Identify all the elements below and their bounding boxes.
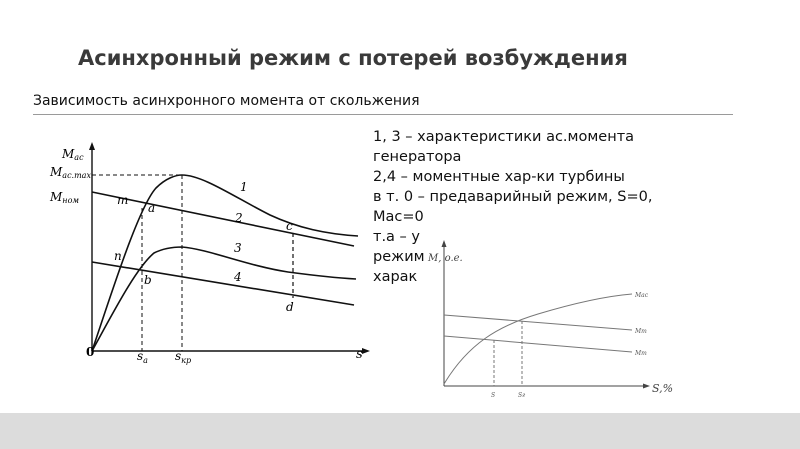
note-line: т.а – у	[373, 229, 420, 245]
note-line: Mac=0	[373, 209, 424, 225]
note-line: харак	[373, 269, 418, 285]
curve-label-2: 2	[235, 211, 243, 225]
torque-slip-diagram	[50, 138, 378, 368]
slide-footer-bar	[0, 413, 800, 449]
mac-max-label: Mас.max	[50, 165, 91, 180]
sg-tick-label: Sг	[518, 392, 526, 399]
y-axis-arrow	[89, 142, 95, 150]
x-axis-arrow	[362, 348, 370, 354]
note-line: 2,4 – моментные хар-ки турбины	[373, 169, 625, 185]
curve-label-1: 1	[240, 180, 248, 194]
slide-title: Асинхронный режим с потерей возбуждения	[78, 46, 628, 70]
origin-label: 0	[86, 345, 95, 359]
x-axis-label: S,%	[652, 382, 674, 395]
mt-lower-label: Mт	[635, 350, 647, 357]
moment-slip-sketch	[428, 234, 690, 406]
point-label-c: c	[286, 219, 293, 233]
y-axis-label: M, o.e.	[428, 253, 463, 264]
skr-label: $s_{кр}$	[175, 349, 192, 365]
curve-1-asynchronous-moment	[92, 175, 358, 351]
s-tick-label: S	[491, 392, 496, 399]
point-label-n: n	[114, 249, 122, 263]
note-line: режим	[373, 249, 425, 265]
curve-label-3: 3	[234, 241, 242, 255]
sa-label: $s_a$	[137, 349, 148, 365]
point-label-b: b	[144, 273, 152, 287]
point-label-m: m	[117, 193, 129, 207]
y-axis-label: Mас	[62, 147, 84, 162]
title-divider	[33, 114, 733, 115]
mt-upper-label: Mт	[635, 328, 647, 335]
mnom-label: Mном	[50, 190, 80, 205]
x-axis-label: s	[356, 347, 363, 362]
curve-4-turbine-moment	[92, 262, 354, 305]
slide-subtitle: Зависимость асинхронного момента от скольжения	[33, 93, 420, 109]
point-label-d: d	[286, 300, 294, 314]
note-line: в т. 0 – предаварийный режим, S=0,	[373, 189, 653, 205]
mac-curve-label: Mac	[635, 292, 649, 299]
note-line: генератора	[373, 149, 462, 165]
point-label-a: a	[148, 201, 156, 215]
curve-label-4: 4	[234, 270, 242, 284]
note-line: 1, 3 – характеристики ас.момента	[373, 129, 635, 145]
